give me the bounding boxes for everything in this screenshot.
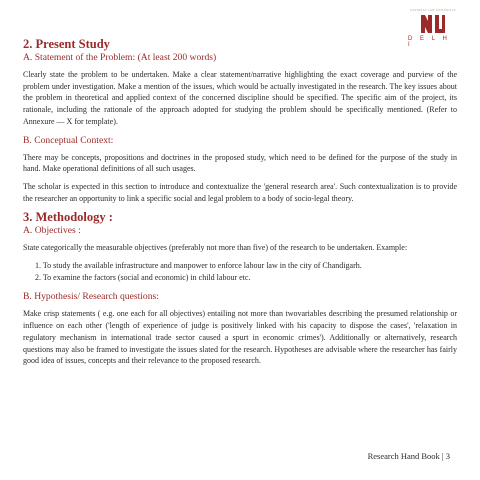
document-body: [23, 37, 457, 373]
objectives-list: [23, 260, 457, 283]
objectives-heading: A. Objectives :: [23, 225, 81, 237]
logo-city: D E L H I: [408, 36, 450, 48]
list-item: 2. To examine the factors (social and economic) in child labour etc.: [35, 272, 251, 282]
page-footer: Research Hand Book | 3: [367, 451, 450, 461]
nlu-monogram-icon: [420, 13, 446, 35]
statement-of-problem-text: Clearly state the problem to be undertaken. Make a clear statement/narrative highlighting the exact coverage and purview of the problem under investigation. Make a mention of the issues, which would be actually investigated in the research. The key issues about the problem in theoretical and applied context of the concerned discipline should be specified. The specific aim of the project, its rationale, including the rationale of the approach adopted for studying the problem should be specifically mentioned. (Refer to Annexure — X for template).: [23, 70, 457, 126]
objectives-text: State categorically the measurable objectives (preferably not more than five) of the research to be undertaken. Example:: [23, 243, 408, 253]
hypothesis-text: Make crisp statements ( e.g. one each for all objectives) entailing not more than twovariables describing the presumed relationship or influence on each other ('length of experience of judge is positively linked with his capacity to dispose the cases', 'relaxation in regulatory mechanism in international trade sector caused a spurt in economic crimes'). Additionally or alternatively, research questions may also be framed to investigate the issues slated for the research. Hypotheses are advisable where the researcher has fairly good idea of issues, concepts and their relevance to the proposed research.: [23, 309, 457, 366]
conceptual-context-heading: B. Conceptual Context:: [23, 134, 114, 146]
conceptual-context-text-1: There may be concepts, propositions and doctrines in the proposed study, which need to be defined for the purpose of the study in hand. Make operational definitions of all such usages.: [23, 152, 457, 174]
section-2-heading: 2. Present Study: [23, 37, 110, 51]
logo-small-text: NATIONAL LAW UNIVERSITY: [410, 8, 456, 12]
statement-of-problem-heading: A. Statement of the Problem: (At least 200 words): [23, 52, 217, 63]
hypothesis-heading: B. Hypothesis/ Research questions:: [23, 291, 159, 303]
section-3-heading: 3. Methodology :: [23, 210, 113, 225]
conceptual-context-text-2: The scholar is expected in this section to introduce and contextualize the 'general research area'. Such contextualization is to provide the researcher an opportunity to link a specific social and legal problem to a body of socio-legal theory.: [23, 181, 457, 203]
list-item: 1. To study the available infrastructure and manpower to enforce labour law in the city of Chandigarh.: [35, 261, 362, 271]
